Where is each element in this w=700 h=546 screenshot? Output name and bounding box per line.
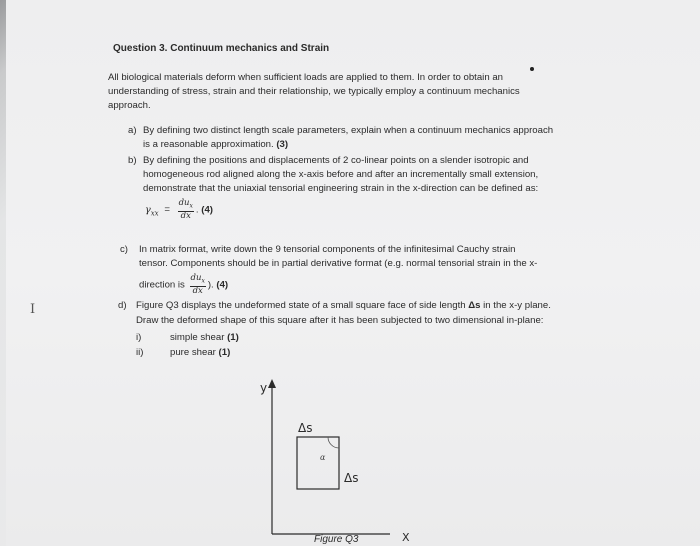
- part-d-subitem-2: pure shear (1): [170, 347, 231, 358]
- part-c-marks: (4): [216, 279, 229, 291]
- x-axis-label: X: [402, 531, 410, 544]
- part-b-marks: (4): [201, 204, 213, 216]
- angle-label: α: [320, 453, 326, 462]
- part-d-subitem-2-num: ii): [136, 347, 144, 358]
- part-d-label: d): [118, 300, 127, 311]
- intro-line-1: All biological materials deform when sufficient loads are applied to them. In order to obtain an: [108, 72, 503, 83]
- figure-caption: Figure Q3: [314, 534, 359, 545]
- ink-dot: [530, 67, 534, 71]
- part-b-line-1: By defining the positions and displacements of 2 co-linear points on a slender isotropic and: [143, 155, 529, 166]
- normal-strain-fraction: $\frac{du_x}{dx}$: [190, 273, 205, 296]
- part-c-line-3: direction is $\frac{du_x}{dx}$ ). (4): [139, 273, 229, 296]
- part-d-line-1: Figure Q3 displays the undeformed state of a small square face of side length Δs in the x-y plane.: [136, 300, 551, 311]
- part-d-subitem-1: simple shear (1): [170, 332, 239, 343]
- strain-fraction: $\frac{du_x}{dx}$: [178, 198, 193, 221]
- part-a-line-2: is a reasonable approximation. (3): [143, 139, 289, 150]
- top-side-label: Δs: [298, 421, 313, 435]
- part-a-line-1: By defining two distinct length scale parameters, explain when a continuum mechanics approach: [143, 125, 554, 136]
- part-b-line-2: homogeneous rod aligned along the x-axis before and after an incrementally small extension,: [143, 169, 539, 180]
- question-title: Question 3. Continuum mechanics and Strain: [113, 43, 330, 54]
- strain-equation: $\gamma_{xx}$ = $\frac{du_x}{dx}$ . (4): [145, 198, 213, 221]
- y-axis-label: y: [260, 381, 268, 395]
- figure-q3: [240, 370, 440, 546]
- part-a-label: a): [128, 125, 137, 136]
- part-d-subitem-1-num: i): [136, 332, 142, 343]
- page-edge-shadow: [0, 30, 18, 50]
- intro-line-3: approach.: [108, 100, 151, 111]
- angle-arc: [328, 437, 339, 448]
- part-b-label: b): [128, 155, 137, 166]
- part-c-line-1: In matrix format, write down the 9 tensorial components of the infinitesimal Cauchy strain: [139, 244, 516, 255]
- undeformed-square: [297, 437, 339, 489]
- part-d-line-2: Draw the deformed shape of this square after it has been subjected to two dimensional in-plane:: [136, 315, 544, 326]
- part-c-label: c): [120, 244, 128, 255]
- part-a-marks: (3): [276, 139, 289, 150]
- part-b-line-3: demonstrate that the uniaxial tensorial engineering strain in the x-direction can be defined as:: [143, 183, 539, 194]
- part-c-line-2: tensor. Components should be in partial derivative format (e.g. normal tensorial strain in the x-: [139, 258, 538, 269]
- right-side-label: Δs: [344, 471, 359, 485]
- y-axis-arrow-icon: [268, 379, 276, 388]
- text-cursor-icon: I: [30, 302, 36, 317]
- intro-line-2: understanding of stress, strain and their relationship, we typically employ a continuum mechanics: [108, 86, 520, 97]
